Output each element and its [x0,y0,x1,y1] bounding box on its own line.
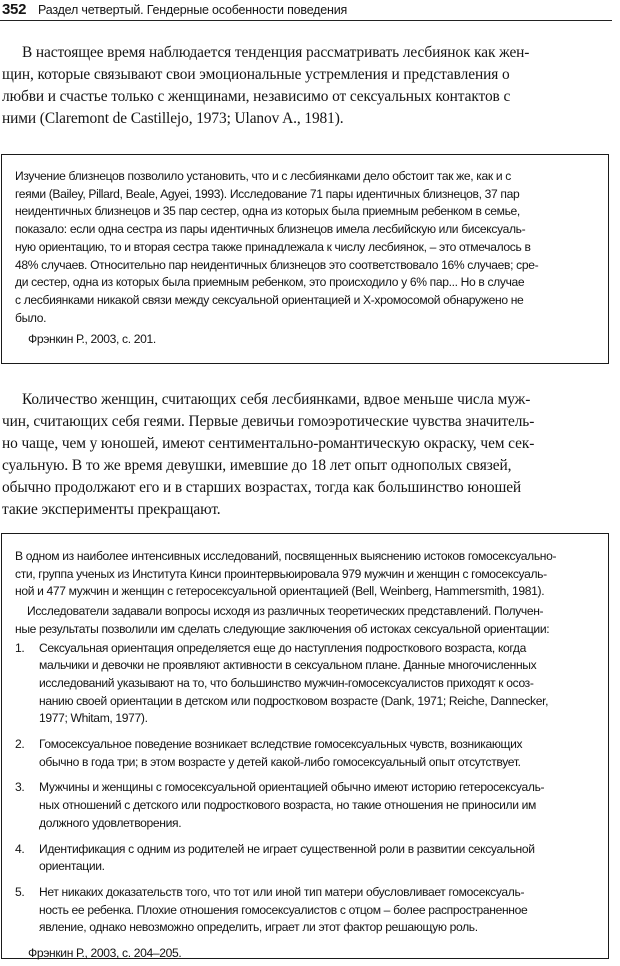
list-number: 1. [15,640,25,655]
box-text-line: неидентичных близнецов и 35 пар сестер, одна из которых была приемным ребенком в семье, [15,204,520,219]
box-text-line: ных отношений с детского или подросткового возраста, но такие отношения не приносили им [39,798,536,813]
conclusions-list [15,640,596,938]
box-text-line: сти, группа ученых из Института Кинси проинтервьюировала 979 мужчин и женщин с гомосексуаль- [15,566,547,581]
page-number: 352 [2,1,27,18]
list-item [15,640,596,729]
box-text-line: Изучение близнецов позволило установить, что и с лесбиянками дело обстоит так же, как и с [15,169,511,183]
box-text-line: с лесбиянками никакой связи между сексуальной ориентацией и Х-хромосомой обнаружено не [15,292,524,307]
text-line: суальную. В то же время девушки, имевшие до 18 лет опыт однополых связей, [2,457,512,474]
box-text-line: ность ее ребенка. Плохие отношения гомосексуалистов с отцом – более распространенное [39,902,528,917]
box-text-line: Мужчины и женщины с гомосексуальной ориентацией обычно имеют историю гетеросексуаль- [39,780,545,795]
box-text-line: нанию своей ориентации в детском или подростковом возрасте (Dank, 1971; Reiche, Dannecker, [39,693,549,708]
box-text-line: ориентации. [39,859,105,874]
list-number: 5. [15,884,25,899]
text-line: такие эксперименты прекращают. [2,501,221,518]
box-text-line: ные результаты позволили им сделать следующие заключения об истоках сексуальной ориентации: [15,621,550,636]
text-line: обычно продолжают его и в старших возрастах, тогда как большинство юношей [2,479,522,496]
running-title: Раздел четвертый. Гендерные особенности поведения [38,3,348,17]
list-number: 4. [15,841,25,856]
box-text-line: ную ориентацию, то и вторая сестра также принадлежала к числу лесбиянок, – это отмечалось в [15,239,531,254]
list-item [15,884,596,937]
box-text-line: В одном из наиболее интенсивных исследований, посвященных выяснению истоков гомосексуально- [15,549,557,563]
box-text-line: Нет никаких доказательств того, что тот или иной тип матери обусловливает гомосексуаль- [39,884,525,899]
box-text-line: обычно в года три; в этом возрасте у детей какой-либо гомосексуальный опыт отсутствует. [39,754,521,769]
text-line: В настоящее время наблюдается тенденция рассматривать лесбиянок как жен- [22,44,530,61]
paragraph-1 [2,42,614,130]
box-text-line: ди сестер, одна из которых была приемным ребенком, это происходило у 6% пар... Но в случае [15,275,525,290]
box-text-line: исследований указывают на то, что большинство мужчин-гомосексуалистов приходят к осоз- [39,675,534,690]
box-text-line: 1977; Whitam, 1977). [39,711,148,726]
box-source-citation: Фрэнкин Р., 2003, с. 204–205. [28,946,182,961]
box-text-line: показало: если одна сестра из пары идентичных близнецов имела лесбийскую или бисексуаль- [15,222,526,237]
box-text-line: мальчики и девочки не проявляют активности в сексуальном плане. Данные многочисленных [39,658,537,673]
box-text-line: ной и 477 мужчин и женщин с гетеросексуальной ориентацией (Bell, Weinberg, Hammersmith, 1981). [15,584,545,599]
text-line: ними (Claremont de Castillejo, 1973; Ulanov A., 1981). [2,110,344,127]
box-text-line: должного удовлетворения. [39,815,182,830]
text-line: но чаще, чем у юношей, имеют сентиментально-романтическую окраску, чем сек- [2,435,535,452]
list-number: 3. [15,780,25,795]
box-text-line: явление, однако невозможно определить, играет ли этот фактор решающую роль. [39,920,478,935]
box-text-line: Исследователи задавали вопросы исходя из различных теоретических представлений. Получен- [27,604,544,619]
page-header [0,0,612,21]
box-source-citation: Фрэнкин Р., 2003, с. 201. [28,332,156,347]
paragraph-2 [2,389,614,521]
text-line: Количество женщин, считающих себя лесбиянками, вдвое меньше числа муж- [22,391,531,408]
box-text-line: Идентификация с одним из родителей не играет существенной роли в развитии сексуальной [39,841,535,856]
box-text-line: было. [15,310,47,325]
box-text-line: геями (Bailey, Pillard, Beale, Agyei, 1993). Исследование 71 пары идентичных близнецов, 37 пар [15,186,520,201]
text-line: чин, считающих себя геями. Первые девичьи гомоэротические чувства значитель- [2,413,535,430]
list-item [15,841,596,876]
list-item [15,736,596,771]
sidebar-box-twins-study [1,154,609,364]
box-text-line: Гомосексуальное поведение возникает вследствие гомосексуальных чувств, возникающих [39,737,523,752]
sidebar-box-kinsey-study [1,533,609,959]
text-line: щин, которые связывают свои эмоциональные устремления и представления о [2,66,510,83]
list-item [15,779,596,832]
list-number: 2. [15,737,25,752]
box-text-line: 48% случаев. Относительно пар неидентичных близнецов это соответствовало 16% случаев; сре- [15,257,539,272]
box-text-line: Сексуальная ориентация определяется еще до наступления подросткового возраста, когда [39,640,526,655]
text-line: любви и счастье только с женщинами, независимо от сексуальных контактов с [2,88,511,105]
